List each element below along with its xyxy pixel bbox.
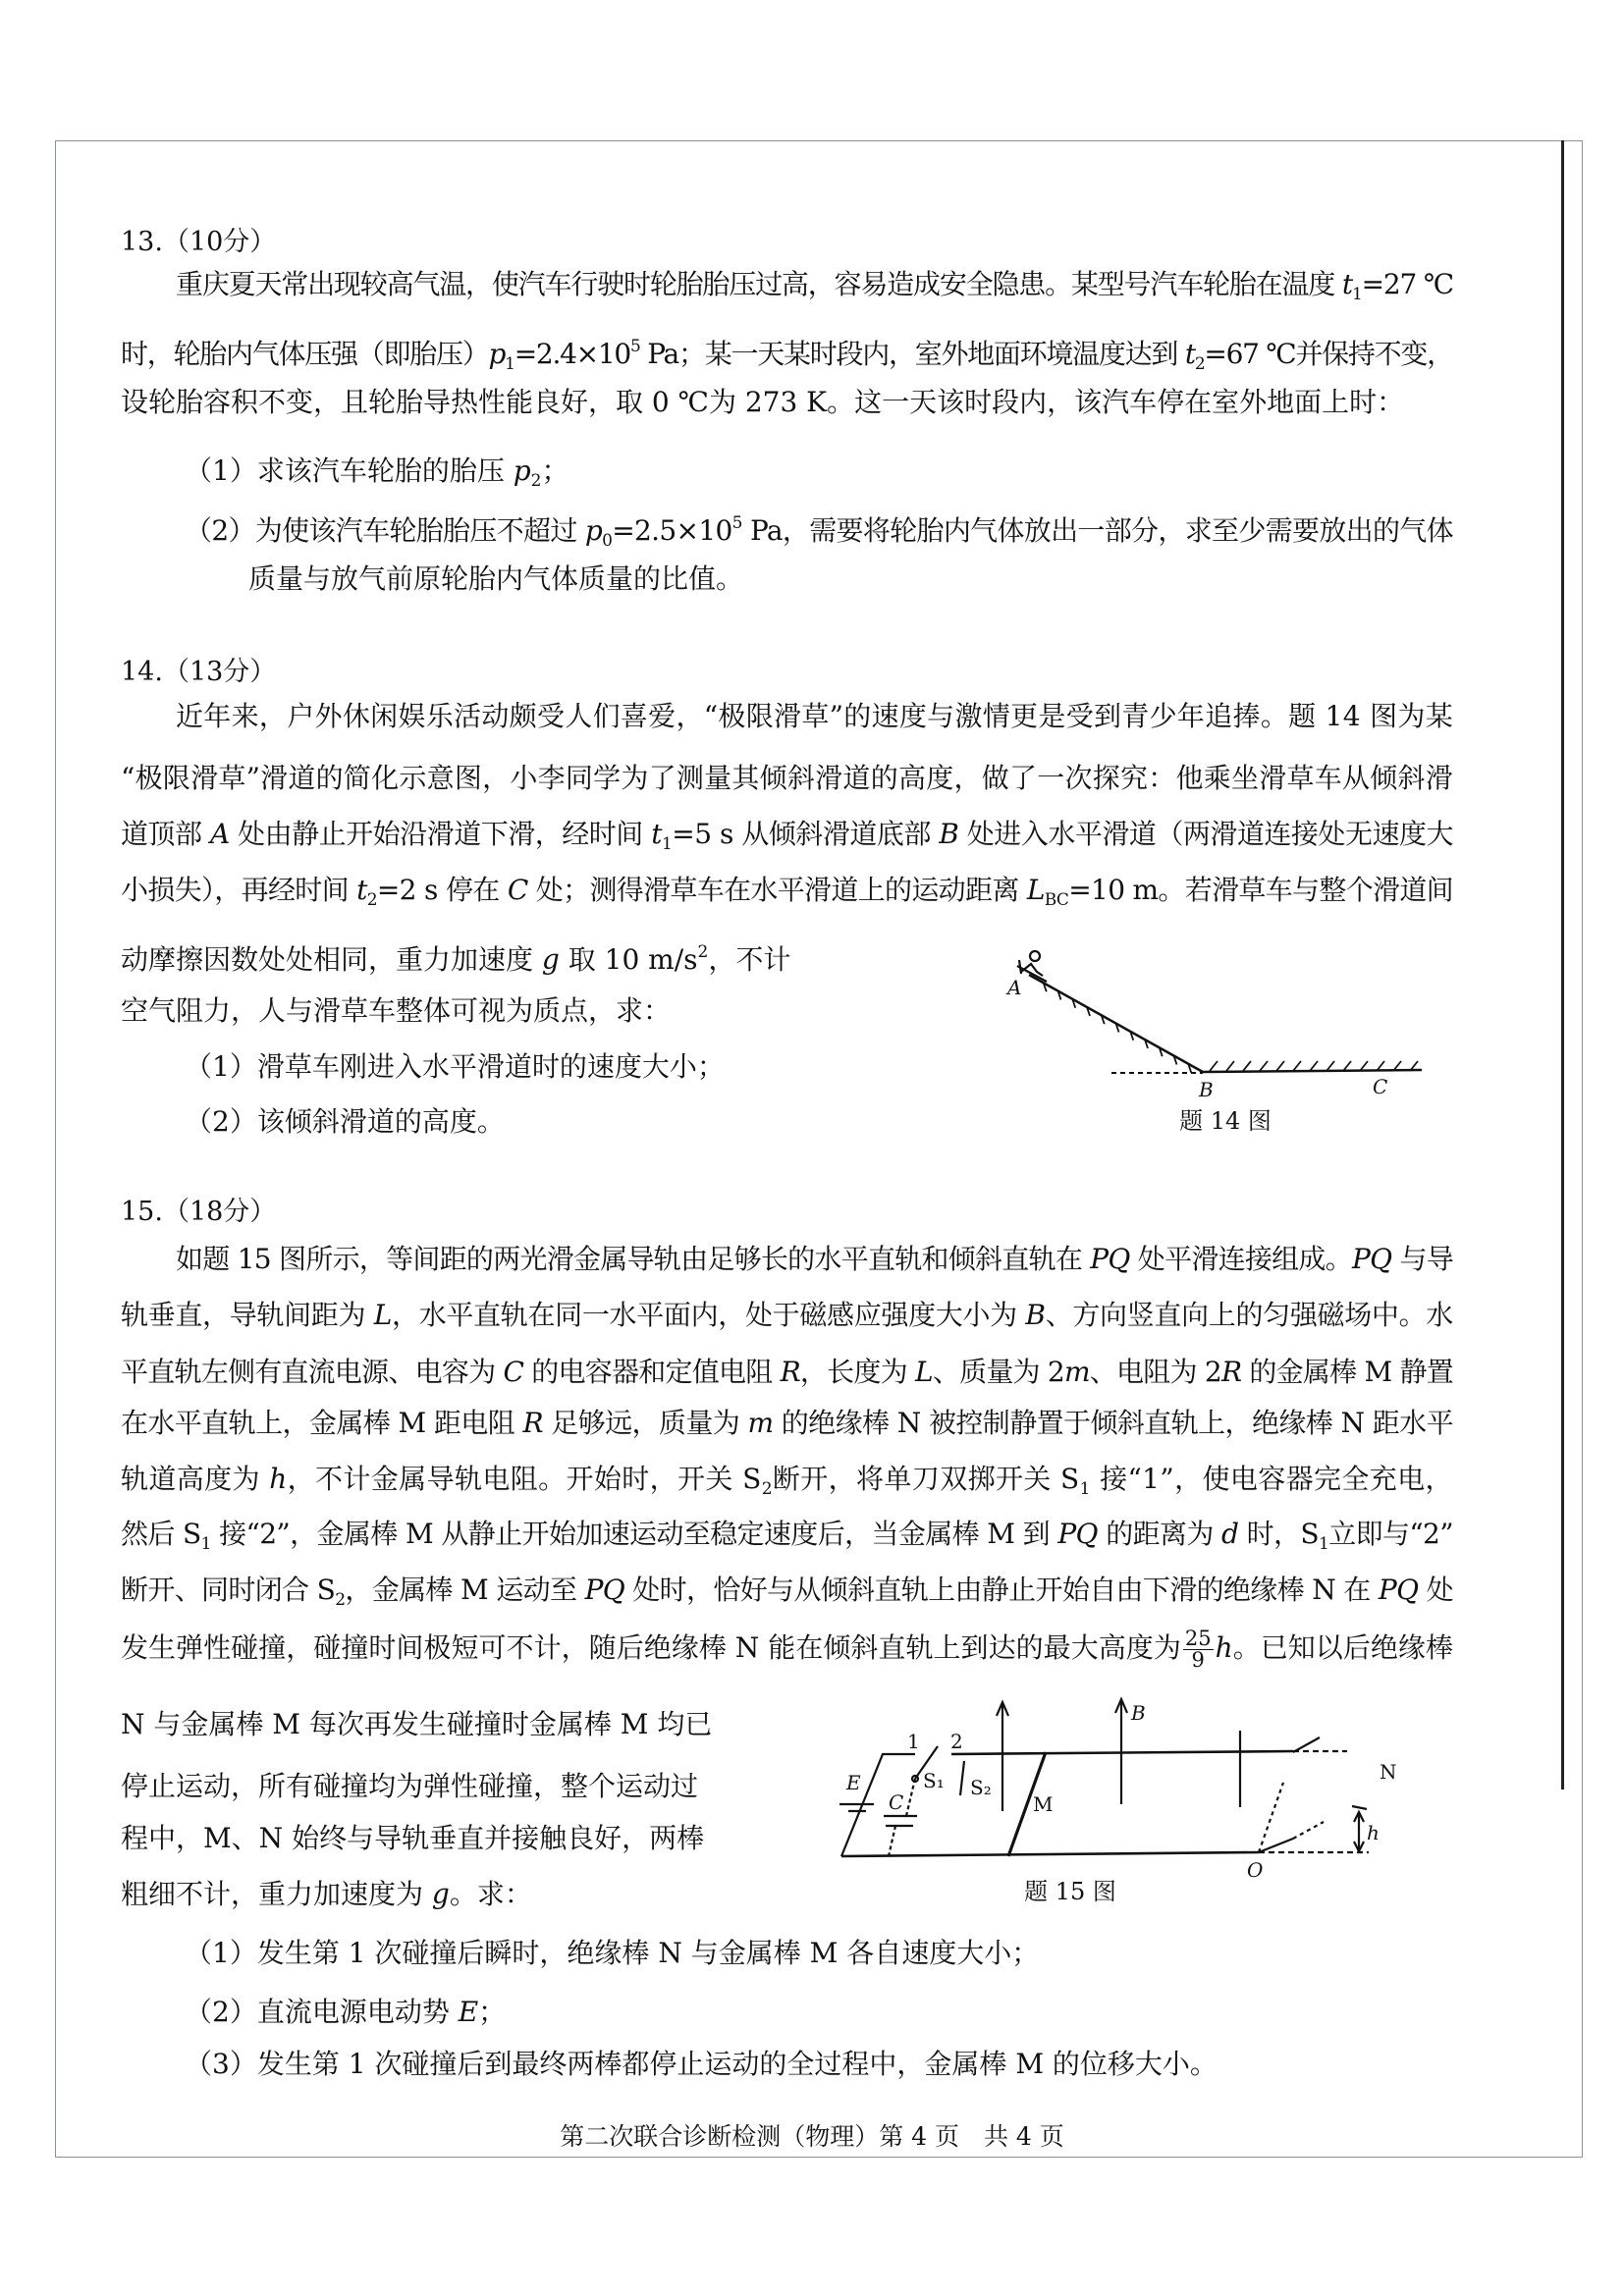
label-n: N [1380, 1760, 1397, 1784]
text-run: ，金属棒 M 运动至 [345, 1574, 585, 1606]
q15-text-line [121, 1355, 1453, 1390]
text-run: ，长度为 [799, 1356, 915, 1388]
text-run: 平直轨左侧有直流电源、电容为 [121, 1356, 504, 1388]
text-run: 、电阻为 2 [1089, 1356, 1221, 1388]
subscript: BC [1044, 890, 1069, 910]
math-variable: PQ [1378, 1574, 1419, 1606]
text-run: 足够远，质量为 [542, 1407, 748, 1439]
q15-text-line [176, 1242, 1453, 1277]
math-variable: R [522, 1407, 543, 1439]
label-2: 2 [950, 1730, 963, 1753]
math-variable: t [356, 874, 367, 906]
math-variable: R [1220, 1356, 1242, 1388]
text-run: 的绝缘棒 N 被控制静置于倾斜直轨上，绝缘棒 N 距水平 [773, 1407, 1453, 1439]
math-variable: L [373, 1299, 393, 1331]
text-run: 如题 15 图所示，等间距的两光滑金属导轨由足够长的水平直轨和倾斜直轨在 [176, 1243, 1091, 1275]
q14-text-line [121, 761, 1453, 796]
q13-text-line [248, 561, 743, 597]
text-run: 取 10 m/s [559, 943, 698, 976]
math-variable: m [1064, 1356, 1090, 1388]
q15-text-line [121, 1573, 1453, 1608]
math-variable: g [431, 1878, 450, 1910]
q13-text-line [185, 506, 1453, 551]
superscript: 5 [731, 513, 742, 533]
text-run: 、质量为 2 [932, 1356, 1064, 1388]
subscript: 2 [335, 1590, 346, 1610]
label-c: C [1373, 1075, 1388, 1098]
math-variable: C [507, 874, 528, 906]
page-footer: 第二次联合诊断检测（物理）第 4 页 共 4 页 [560, 2122, 1064, 2151]
q14-text-line [185, 1104, 505, 1140]
label-b: B [1131, 1701, 1146, 1725]
math-variable: PQ [584, 1574, 625, 1606]
q15-text-line [185, 1936, 1039, 1971]
text-run: （2）直流电源电动势 [185, 1996, 459, 2028]
text-run: 道顶部 [121, 818, 210, 850]
math-variable: PQ [1057, 1518, 1098, 1550]
label-s1: S₁ [923, 1769, 945, 1792]
text-run: （2）为使该汽车轮胎胎压不超过 [185, 514, 585, 547]
label-c: C [889, 1790, 904, 1814]
superscript: 5 [630, 337, 640, 356]
math-variable: PQ [1351, 1243, 1392, 1275]
label-1: 1 [907, 1730, 920, 1753]
q15-text-line [121, 1821, 704, 1856]
math-variable: m [747, 1407, 774, 1439]
q15-text-line [121, 1707, 712, 1742]
math-variable: p [584, 514, 603, 547]
figure-15-caption: 题 15 图 [1024, 1878, 1116, 1905]
text-run: 处平滑连接组成。 [1129, 1243, 1352, 1275]
text-run: Pa；某一天某时段内，室外地面环境温度达到 [639, 338, 1185, 370]
math-variable: t [651, 818, 662, 850]
subscript: 1 [661, 834, 673, 854]
text-run: 时，S [1238, 1518, 1319, 1550]
text-run: 程中，M、N 始终与导轨垂直并接触良好，两棒 [121, 1822, 705, 1854]
text-run: 的距离为 [1097, 1518, 1222, 1550]
text-run: =5 s 从倾斜滑道底部 [672, 818, 940, 850]
math-variable: A [209, 818, 230, 850]
q14-text-line [121, 934, 791, 976]
text-run: =27 ℃ [1361, 268, 1453, 300]
text-run: （3）发生第 1 次碰撞后到最终两棒都停止运动的全过程中，金属棒 M 的位移大小。 [185, 2048, 1218, 2080]
text-run: 。求： [449, 1878, 532, 1910]
text-run: 接“2”，金属棒 M 从静止开始加速运动至稳定速度后，当金属棒 M 到 [210, 1518, 1058, 1550]
q13-text-line [121, 385, 1404, 420]
subscript: 1 [1079, 1479, 1091, 1499]
math-variable: B [939, 818, 959, 850]
text-run: =67 ℃并保持不变， [1204, 338, 1453, 370]
fraction [1183, 1629, 1214, 1671]
subscript: 1 [200, 1534, 211, 1554]
math-variable: t [1341, 268, 1352, 300]
q14-text-line [121, 817, 1453, 852]
text-run: 动摩擦因数处处相同，重力加速度 [121, 943, 542, 976]
math-variable: h [269, 1463, 288, 1495]
q14-text-line [121, 993, 671, 1029]
text-run: 处 [1418, 1574, 1453, 1606]
math-variable: d [1221, 1518, 1239, 1550]
text-run: 。已知以后绝缘棒 [1232, 1631, 1454, 1664]
text-run: 在水平直轨上，金属棒 M 距电阻 [121, 1407, 523, 1439]
text-run: ； [541, 454, 569, 487]
q15-text-line [121, 1627, 1454, 1672]
text-run: =2.5×10 [612, 514, 732, 547]
text-run: =2.4×10 [514, 338, 630, 370]
text-run: 处进入水平滑道（两滑道连接处无速度大 [958, 818, 1453, 850]
label-h: h [1367, 1821, 1380, 1844]
text-run: “极限滑草”滑道的简化示意图，小李同学为了测量其倾斜滑道的高度，做了一次探究：他乘坐滑草车从倾斜滑 [121, 762, 1453, 794]
label-e: E [846, 1771, 861, 1794]
fraction-numerator: 25 [1184, 1627, 1212, 1650]
q14-title: 14.（13分） [121, 657, 277, 687]
label-m: M [1033, 1792, 1054, 1816]
q15-text-line [121, 1769, 698, 1804]
text-run: 处时，恰好与从倾斜直轨上由静止开始自由下滑的绝缘棒 N 在 [624, 1574, 1379, 1606]
text-run: 近年来，户外休闲娱乐活动颇受人们喜爱，“极限滑草”的速度与激情更是受到青少年追捧。题 14 图为某 [176, 700, 1454, 732]
fraction-denominator: 9 [1191, 1648, 1205, 1672]
q13-text-line [121, 329, 1453, 374]
text-run: 发生弹性碰撞，碰撞时间极短可不计，随后绝缘棒 N 能在倾斜直轨上到达的最大高度为 [121, 1631, 1181, 1664]
q15-text-line [121, 1517, 1453, 1552]
superscript: 2 [697, 942, 709, 962]
text-run: 断开、同时闭合 S [121, 1574, 336, 1606]
text-run: 的电容器和定值电阻 [523, 1356, 781, 1388]
q15-text-line [185, 2047, 1218, 2082]
q15-title: 15.（18分） [121, 1197, 277, 1227]
text-run: ，水平直轨在同一水平面内，处于磁感应强度大小为 [392, 1299, 1026, 1331]
text-run: （1）滑草车刚进入水平滑道时的速度大小； [185, 1050, 725, 1083]
subscript: 1 [1351, 285, 1362, 304]
text-run: 接“1”，使电容器完全充电， [1090, 1463, 1453, 1495]
subscript: 2 [366, 890, 377, 910]
q15-text-line [185, 1995, 506, 2030]
text-run: 质量与放气前原轮胎内气体质量的比值。 [248, 562, 744, 595]
text-run: 断开，将单刀双掷开关 S [772, 1463, 1080, 1495]
text-run: 时，轮胎内气体压强（即胎压） [121, 338, 489, 370]
q14-text-line [176, 699, 1453, 734]
text-run: 空气阻力，人与滑草车整体可视为质点，求： [121, 994, 672, 1027]
text-run: N 与金属棒 M 每次再发生碰撞时金属棒 M 均已 [121, 1708, 713, 1740]
label-o: O [1247, 1858, 1264, 1882]
math-variable: C [503, 1356, 524, 1388]
text-run: 然后 S [121, 1518, 201, 1550]
text-run: 处；测得滑草车在水平滑道上的运动距离 [527, 874, 1027, 906]
math-variable: g [541, 943, 560, 976]
text-run: Pa，需要将轮胎内气体放出一部分，求至少需要放出的气体 [741, 514, 1453, 547]
q15-text-line [121, 1298, 1453, 1333]
math-variable: p [513, 454, 531, 487]
text-run: 停止运动，所有碰撞均为弹性碰撞，整个运动过 [121, 1770, 699, 1802]
text-run: 小损失），再经时间 [121, 874, 357, 906]
q13-title: 13.（10分） [121, 227, 277, 257]
math-variable: R [780, 1356, 800, 1388]
subscript: 2 [761, 1479, 773, 1499]
text-run: 轨道高度为 [121, 1463, 270, 1495]
text-run: 轨垂直，导轨间距为 [121, 1299, 374, 1331]
scan-edge-line [1561, 140, 1564, 1789]
math-variable: t [1184, 338, 1195, 370]
text-run: 与导 [1391, 1243, 1454, 1275]
q14-text-line [185, 1049, 725, 1085]
subscript: 2 [530, 471, 542, 491]
q13-text-line [176, 267, 1453, 302]
subscript: 2 [1194, 354, 1205, 374]
subscript: 0 [602, 531, 613, 551]
text-run: （1）求该汽车轮胎的胎压 [185, 454, 514, 487]
label-a: A [1007, 976, 1022, 999]
math-variable: L [1026, 874, 1045, 906]
text-run: （1）发生第 1 次碰撞后瞬时，绝缘棒 N 与金属棒 M 各自速度大小； [185, 1937, 1040, 1969]
subscript: 1 [505, 354, 514, 374]
text-run: 粗细不计，重力加速度为 [121, 1878, 432, 1910]
text-run: 、方向竖直向上的匀强磁场中。水 [1045, 1299, 1453, 1331]
math-variable: B [1025, 1299, 1046, 1331]
text-run: ； [478, 1996, 507, 2028]
q15-text-line [121, 1462, 1453, 1497]
math-variable: L [915, 1356, 933, 1388]
text-run: 设轮胎容积不变，且轮胎导热性能良好，取 0 ℃为 273 K。这一天该时段内，该汽车停在室外地面上时： [121, 386, 1405, 418]
text-run: ，不计金属导轨电阻。开始时，开关 S [287, 1463, 762, 1495]
q14-text-line [121, 873, 1453, 908]
text-run: （2）该倾斜滑道的高度。 [185, 1105, 505, 1138]
text-run: 的金属棒 M 静置 [1241, 1356, 1454, 1388]
figure-14-caption: 题 14 图 [1179, 1107, 1272, 1135]
math-variable: h [1215, 1631, 1233, 1664]
math-variable: p [488, 338, 506, 370]
math-variable: E [458, 1996, 479, 2028]
math-variable: PQ [1090, 1243, 1130, 1275]
text-run: =2 s 停在 [376, 874, 508, 906]
text-run: =10 m。若滑草车与整个滑道间 [1068, 874, 1453, 906]
label-b: B [1199, 1078, 1214, 1101]
label-s2: S₂ [970, 1776, 992, 1799]
text-run: ，不计 [708, 943, 791, 976]
q13-text-line [185, 454, 569, 489]
text-run: 立即与“2” [1328, 1518, 1453, 1550]
subscript: 1 [1318, 1534, 1329, 1554]
q15-text-line [121, 1877, 532, 1912]
text-run: 重庆夏天常出现较高气温，使汽车行驶时轮胎胎压过高，容易造成安全隐患。某型号汽车轮胎在温度 [176, 268, 1342, 300]
q15-text-line [121, 1406, 1453, 1441]
text-run: 处由静止开始沿滑道下滑，经时间 [229, 818, 652, 850]
